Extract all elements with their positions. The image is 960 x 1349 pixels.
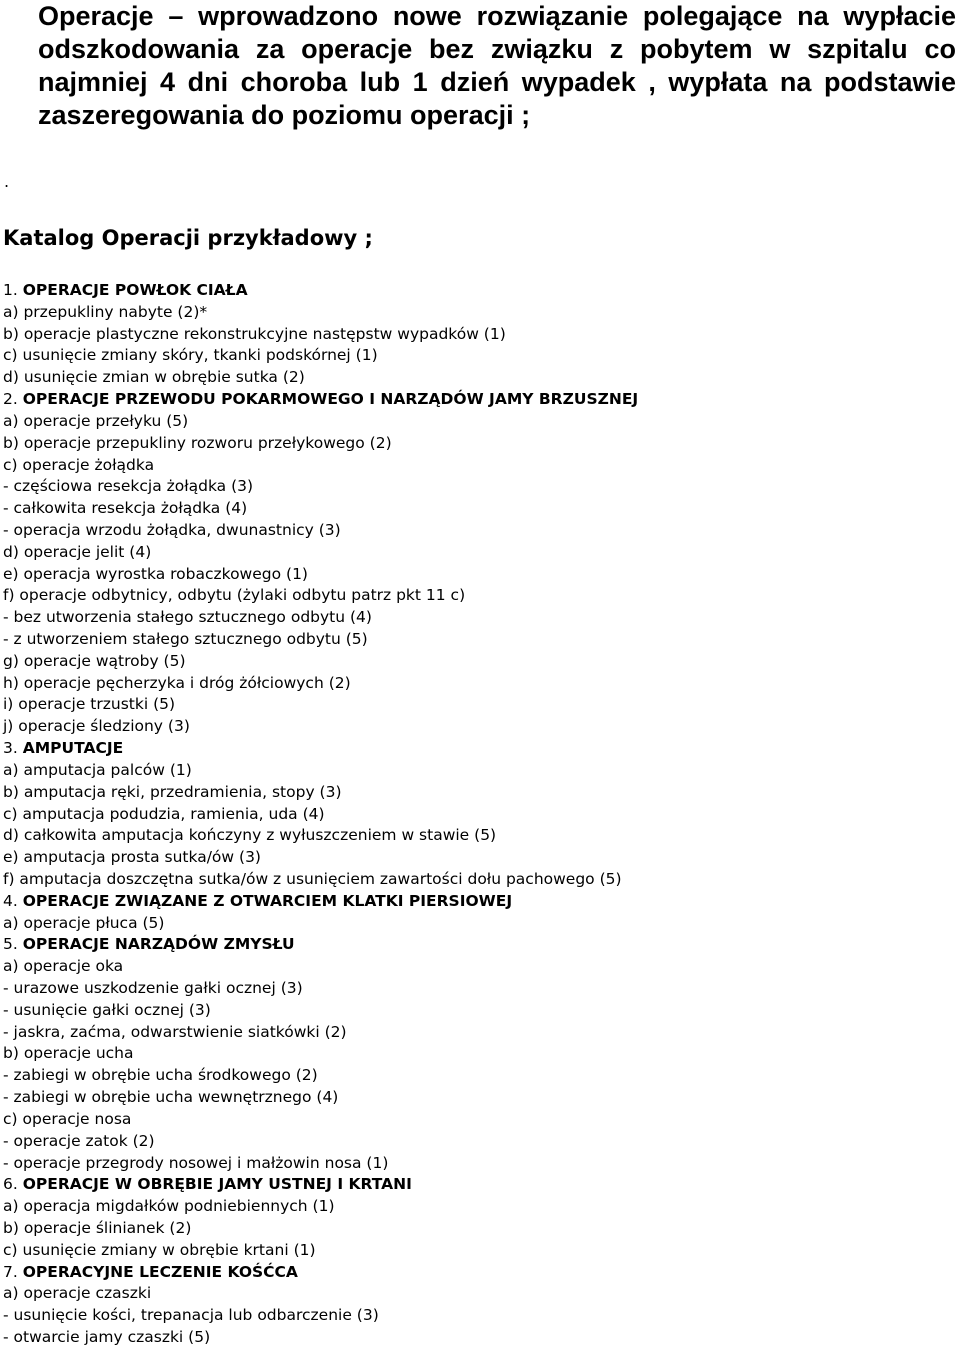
- section-number: 2.: [3, 390, 18, 409]
- list-item: c) usunięcie zmiany skóry, tkanki podskórnej (1): [3, 346, 378, 365]
- list-item: - bez utworzenia stałego sztucznego odbytu (4): [3, 608, 372, 627]
- section-title: OPERACJE POWŁOK CIAŁA: [22, 281, 248, 299]
- list-item: a) operacje płuca (5): [3, 913, 165, 932]
- list-item: d) operacje jelit (4): [3, 542, 152, 561]
- list-item: b) operacje plastyczne rekonstrukcyjne następstw wypadków (1): [3, 324, 506, 343]
- list-item: - jaskra, zaćma, odwarstwienie siatkówki (2): [3, 1022, 347, 1041]
- list-item: a) operacje przełyku (5): [3, 411, 189, 430]
- section-title: OPERACJE NARZĄDÓW ZMYSŁU: [22, 935, 295, 954]
- list-item: - z utworzeniem stałego sztucznego odbytu (5): [3, 630, 368, 648]
- list-item: - operacje zatok (2): [3, 1131, 155, 1150]
- section-number: 7.: [3, 1262, 18, 1281]
- section-heading: [3, 389, 953, 411]
- list-item: f) operacje odbytnicy, odbytu (żylaki odbytu patrz pkt 11 c): [3, 586, 466, 605]
- list-item: j) operacje śledziony (3): [3, 717, 190, 736]
- list-item: b) operacje ślinianek (2): [3, 1218, 192, 1237]
- section-title: OPERACJE W OBRĘBIE JAMY USTNEJ I KRTANI: [22, 1175, 412, 1194]
- list-item: - zabiegi w obrębie ucha wewnętrznego (4): [3, 1088, 339, 1107]
- list-item: a) przepukliny nabyte (2)*: [3, 302, 208, 321]
- list-item: a) operacja migdałków podniebiennych (1): [3, 1197, 335, 1216]
- section-number: 6.: [3, 1175, 18, 1194]
- list-item: - usunięcie kości, trepanacja lub odbarczenie (3): [3, 1306, 379, 1325]
- list-item: g) operacje wątroby (5): [3, 651, 186, 670]
- operations-catalog-list: [3, 280, 953, 1349]
- section-number: 5.: [3, 935, 18, 954]
- list-item: c) operacje nosa: [3, 1109, 132, 1128]
- section-title: OPERACJE ZWIĄZANE Z OTWARCIEM KLATKI PIERSIOWEJ: [22, 891, 513, 910]
- list-item: i) operacje trzustki (5): [3, 695, 176, 714]
- list-item: - usunięcie gałki ocznej (3): [3, 1000, 211, 1019]
- section-heading: [3, 280, 953, 302]
- section-heading: [3, 1262, 953, 1284]
- list-item: - urazowe uszkodzenie gałki ocznej (3): [3, 979, 303, 997]
- list-item: - zabiegi w obrębie ucha środkowego (2): [3, 1066, 318, 1085]
- list-item: - otwarcie jamy czaszki (5): [3, 1328, 211, 1346]
- list-item: c) operacje żołądka: [3, 455, 155, 474]
- list-item: b) operacje przepukliny rozworu przełykowego (2): [3, 433, 392, 452]
- list-item: c) usunięcie zmiany w obrębie krtani (1): [3, 1240, 316, 1259]
- list-item: - częściowa resekcja żołądka (3): [3, 477, 254, 496]
- list-item: b) operacje ucha: [3, 1044, 134, 1063]
- section-title: OPERACJE PRZEWODU POKARMOWEGO I NARZĄDÓW JAMY BRZUSZNEJ: [22, 390, 639, 409]
- list-item: - operacje przegrody nosowej i małżowin nosa (1): [3, 1153, 389, 1172]
- list-item: - operacja wrzodu żołądka, dwunastnicy (3): [3, 520, 341, 539]
- list-item: a) operacje czaszki: [3, 1284, 152, 1303]
- list-item: c) amputacja podudzia, ramienia, uda (4): [3, 804, 325, 823]
- section-title: OPERACYJNE LECZENIE KOŚĆCA: [22, 1262, 298, 1281]
- section-number: 1.: [3, 281, 18, 299]
- list-item: - całkowita resekcja żołądka (4): [3, 499, 248, 518]
- list-item: b) amputacja ręki, przedramienia, stopy (3): [3, 782, 342, 801]
- section-title: AMPUTACJE: [22, 739, 124, 758]
- list-item: d) całkowita amputacja kończyny z wyłuszczeniem w stawie (5): [3, 826, 497, 845]
- list-item: a) amputacja palców (1): [3, 760, 192, 779]
- section-heading: [3, 891, 953, 913]
- section-number: 4.: [3, 891, 18, 910]
- section-number: 3.: [3, 739, 18, 758]
- list-item: f) amputacja doszczętna sutka/ów z usunięciem zawartości dołu pachowego (5): [3, 869, 622, 888]
- list-item: e) amputacja prosta sutka/ów (3): [3, 848, 261, 867]
- section-heading: [3, 738, 953, 760]
- section-heading: [3, 1174, 953, 1196]
- list-item: h) operacje pęcherzyka i dróg żółciowych (2): [3, 673, 351, 692]
- list-item: e) operacja wyrostka robaczkowego (1): [3, 564, 308, 583]
- intro-paragraph: Operacje – wprowadzono nowe rozwiązanie polegające na wypłacie odszkodowania za operacje bez związku z pobytem w szpitalu co najmniej 4 dni choroba lub 1 dzień wypadek , wypłata na podstawie zaszeregowania do poziomu operacji ;: [38, 1, 956, 130]
- stray-dot: .: [4, 172, 10, 191]
- list-item: a) operacje oka: [3, 957, 124, 976]
- list-item: d) usunięcie zmian w obrębie sutka (2): [3, 368, 305, 387]
- catalog-title: Katalog Operacji przykładowy ;: [3, 226, 373, 250]
- section-heading: [3, 934, 953, 956]
